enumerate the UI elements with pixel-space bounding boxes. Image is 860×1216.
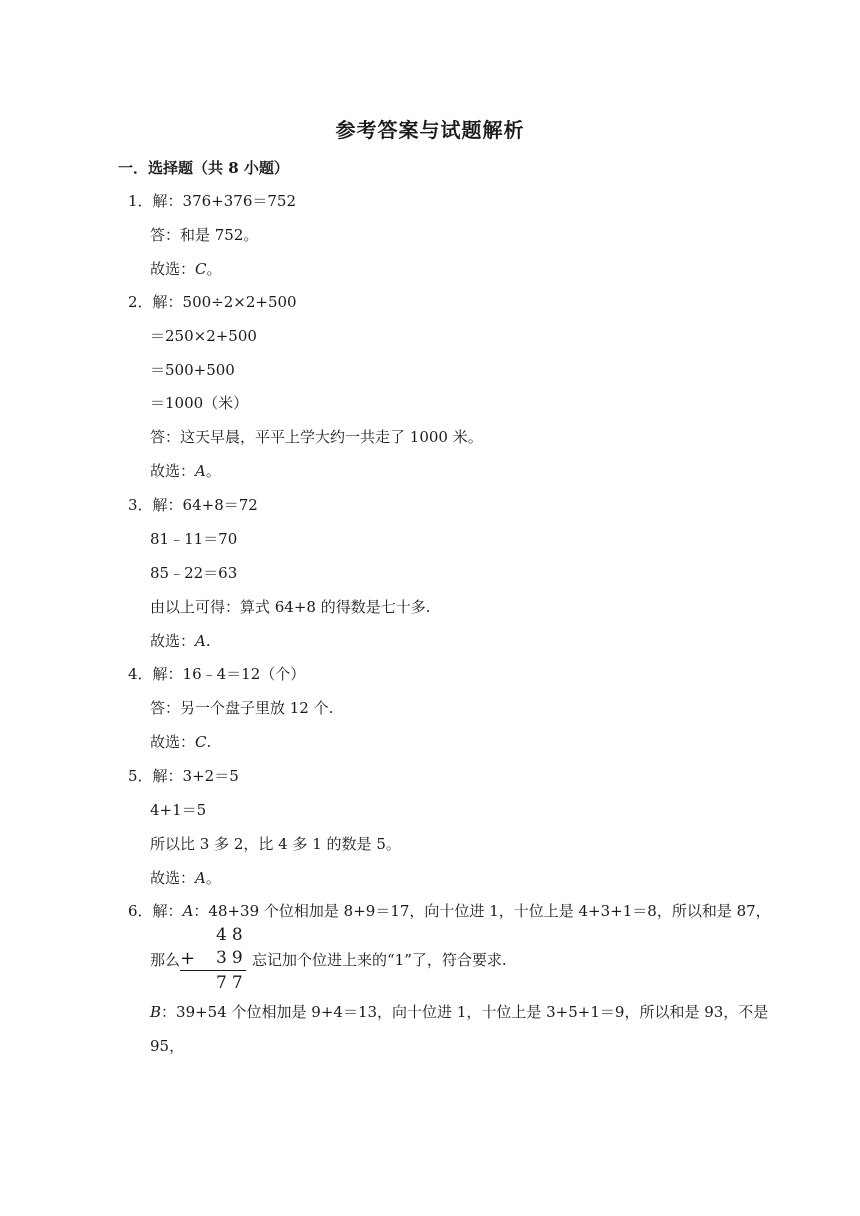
q1-number: 1．	[128, 192, 153, 210]
q2-number: 2．	[128, 293, 153, 311]
q2-step: ＝500+500	[150, 361, 235, 379]
q4-solution: 4．解：16﹣4＝12（个）	[128, 665, 306, 683]
q2-solution: 2．解：500÷2×2+500	[128, 293, 297, 311]
q6-vertical-intro: 那么	[150, 951, 181, 969]
q6-number: 6．	[128, 902, 153, 920]
q6-option-b-continued: 95，	[150, 1037, 185, 1055]
q1-choice: 故选：C。	[150, 260, 222, 278]
vertical-addend-bottom: 39	[216, 948, 248, 968]
q1-solution: 1．解：376+376＝752	[128, 192, 297, 210]
q4-answer: 答：另一个盘子里放 12 个.	[150, 699, 334, 717]
page-title: 参考答案与试题解析	[335, 118, 525, 142]
q1-answer: 答：和是 752。	[150, 226, 259, 244]
vertical-addition	[180, 925, 248, 995]
q3-conclusion: 由以上可得：算式 64+8 的得数是七十多.	[150, 598, 431, 616]
q4-number: 4．	[128, 665, 153, 683]
q3-step: 85﹣22＝63	[150, 564, 238, 582]
q2-choice: 故选：A。	[150, 462, 221, 480]
vertical-sum: 77	[216, 973, 248, 993]
q2-step: ＝1000（米）	[150, 394, 249, 412]
q2-answer: 答：这天早晨，平平上学大约一共走了 1000 米。	[150, 428, 483, 446]
q3-choice: 故选：A.	[150, 632, 211, 650]
q2-step: ＝250×2+500	[150, 327, 257, 345]
q5-conclusion: 所以比 3 多 2，比 4 多 1 的数是 5。	[150, 835, 401, 853]
q3-number: 3．	[128, 496, 153, 514]
vertical-addend-top: 48	[216, 925, 248, 945]
q4-choice: 故选：C.	[150, 733, 212, 751]
vertical-plus-sign: +	[180, 948, 196, 969]
q5-choice: 故选：A。	[150, 869, 221, 887]
q3-step: 81﹣11＝70	[150, 530, 238, 548]
q5-step: 4+1＝5	[150, 801, 207, 819]
vertical-rule	[180, 970, 246, 971]
section-heading: 一．选择题（共 8 小题）	[118, 159, 289, 177]
q6-solution: 6．解：A：48+39 个位相加是 8+9＝17，向十位进 1，十位上是 4+3+1＝8，所以和是 87，	[128, 902, 771, 920]
q6-option-b: B：39+54 个位相加是 9+4＝13，向十位进 1，十位上是 3+5+1＝9，所以和是 93，不是	[150, 1003, 769, 1021]
q5-solution: 5．解：3+2＝5	[128, 767, 239, 785]
q6-vertical-note: 忘记加个位进上来的“1”了，符合要求.	[252, 951, 507, 969]
q5-number: 5．	[128, 767, 153, 785]
q3-solution: 3．解：64+8＝72	[128, 496, 258, 514]
